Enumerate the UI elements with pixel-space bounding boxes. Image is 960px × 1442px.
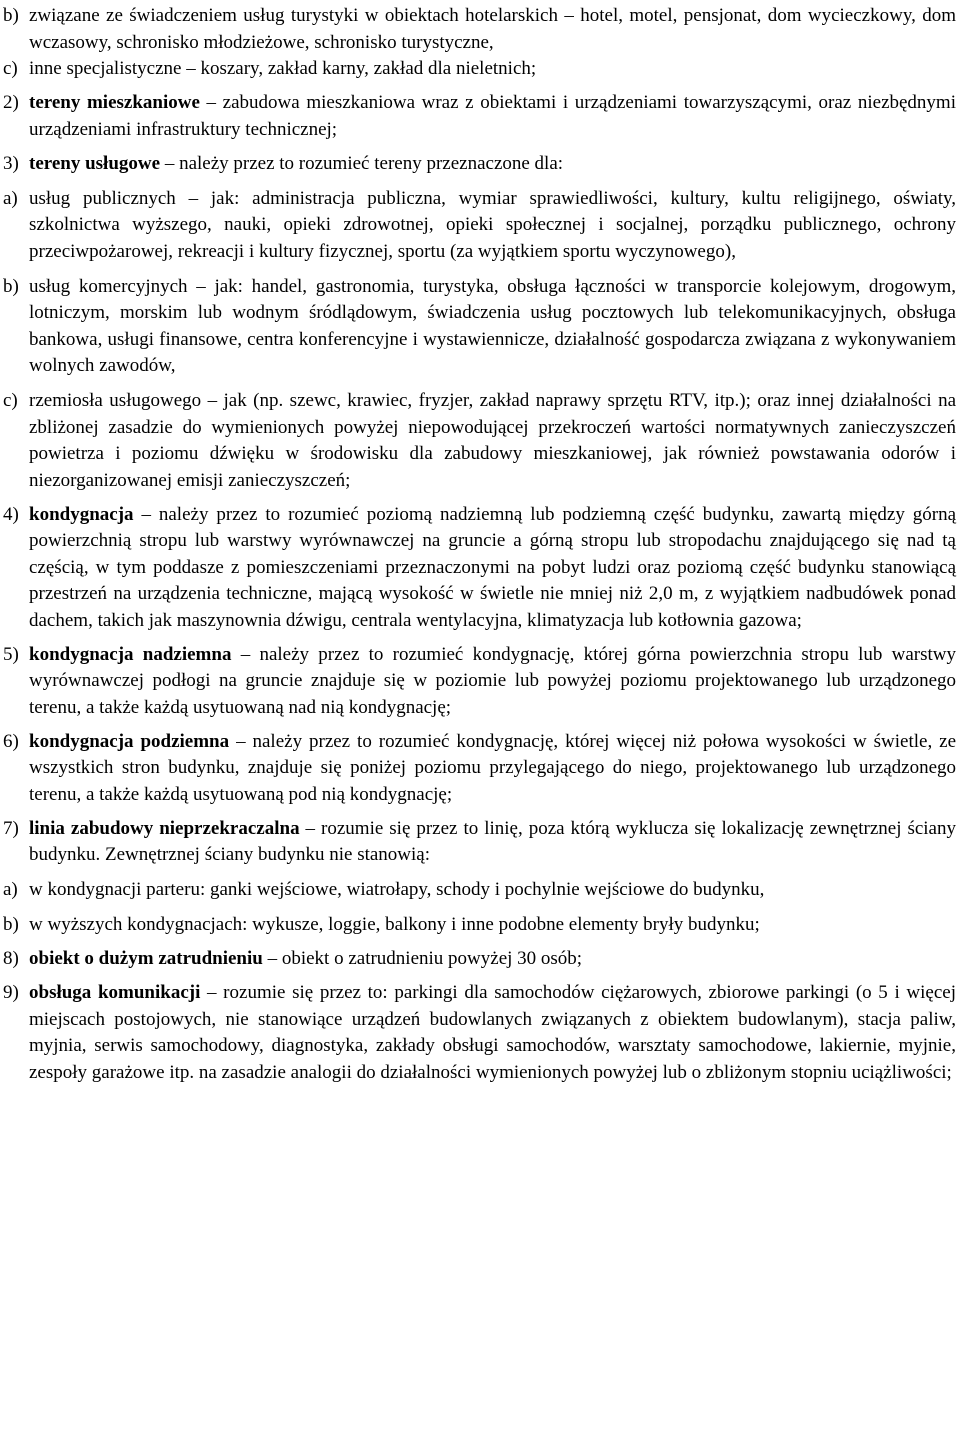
- item-text: – należy przez to rozumieć kondygnację, której więcej niż połowa wysokości w świetle, ze wszystkich stron budynku, znajduje się poniżej poziomu przylegającego do niego, projektowanego lub urządzonego terenu, a także każdą usytuowaną pod nią kondygnację;: [29, 730, 957, 805]
- item-text: – należy przez to rozumieć tereny przeznaczone dla:: [160, 152, 564, 174]
- item-text: – należy przez to rozumieć poziomą nadziemną lub podziemną część budynku, zawartą między górną powierzchnią stropu lub warstwy wyrównawczej na gruncie a górną stropu lub stropodachu znajdującego się nad tą częścią, w tym poddasze z pomieszczeniami przeznaczonymi na pobyt ludzi oraz poziomą część budynku stanowiącą przestrzeń na urządzenia techniczne, mającą wysokość w świetle nie mniej niż 2,0 m, z wyjątkiem nadbudówek ponad dachem, takich jak maszynownia dźwigu, centrala wentylacyjna, klimatyzacja lub kotłownia gazowa;: [29, 503, 956, 631]
- item-label: b): [3, 275, 19, 297]
- definition-8-large-employer: [3, 946, 956, 973]
- defined-term: tereny mieszkaniowe: [29, 92, 200, 113]
- list-item-c-craft-services: [3, 388, 956, 494]
- item-text: usług komercyjnych – jak: handel, gastronomia, turystyka, obsługa łączności w transporcie kolejowym, drogowym, lotniczym, morskim lub wodnym śródlądowym, świadczenia usług pocztowych lub telekomunikacyjnych, obsługa bankowa, usługi finansowe, centra konferencyjne i wystawiennicze, działalność gospodarcza związana z wykonywaniem wolnych zawodów,: [29, 275, 956, 376]
- item-text: – obiekt o zatrudnieniu powyżej 30 osób;: [262, 948, 583, 969]
- item-text: usług publicznych – jak: administracja publiczna, wymiar sprawiedliwości, kultury, kultu religijnego, oświaty, szkolnictwa wyższego, nauki, opieki zdrowotnej, opieki społecznej i socjalnej, porządku publicznego, ochrony przeciwpożarowej, rekreacji i kultury fizycznej, sportu (za wyjątkiem sportu wyczynowego),: [29, 187, 956, 262]
- defined-term: tereny usługowe: [29, 152, 161, 174]
- definition-6-underground-storey: [3, 729, 957, 809]
- definition-4-storey: [3, 502, 956, 635]
- item-text: w kondygnacji parteru: ganki wejściowe, wiatrołapy, schody i pochylnie wejściowe do budynku,: [29, 879, 765, 900]
- definition-5-above-ground-storey: [3, 642, 956, 722]
- defined-term: obiekt o dużym zatrudnieniu: [29, 948, 263, 969]
- defined-term: obsługa komunikacji: [29, 982, 201, 1003]
- item-label: 6): [3, 730, 19, 752]
- item-text: w wyższych kondygnacjach: wykusze, loggie, balkony i inne podobne elementy bryły budynku;: [29, 914, 760, 935]
- item-label: 7): [3, 817, 19, 839]
- item-text: związane ze świadczeniem usług turystyki w obiektach hotelarskich – hotel, motel, pensjonat, dom wycieczkowy, dom wczasowy, schronisko młodzieżowe, schronisko turystyczne,: [29, 5, 956, 53]
- item-label: b): [3, 914, 19, 935]
- item-label: b): [3, 5, 19, 26]
- defined-term: kondygnacja podziemna: [29, 730, 230, 752]
- item-text: rzemiosła usługowego – jak (np. szewc, krawiec, fryzjer, zakład naprawy sprzętu RTV, itp.); oraz innej działalności na zbliżonej zasadzie do wymienionych powyżej niepowodującej przekroczeń wartości normatywnych zanieczyszczeń powietrza i poziomu dźwięku w środowisku dla zabudowy mieszkaniowej, jak również powstawania odorów i niezorganizowanej emisji zanieczyszczeń;: [29, 390, 956, 491]
- item-label: 9): [3, 982, 19, 1003]
- item-label: 5): [3, 643, 19, 665]
- definition-2-residential-areas: [3, 90, 956, 143]
- list-item-c-specialist: [3, 56, 956, 83]
- list-item-b-commercial-services: [3, 274, 956, 380]
- item-label: c): [3, 58, 18, 79]
- list-item-b-upper-floors: [3, 912, 956, 939]
- item-label: a): [3, 879, 18, 900]
- list-item-b-hotel-services: [3, 3, 956, 56]
- list-item-a-public-services: [3, 186, 956, 266]
- item-label: 2): [3, 92, 19, 113]
- item-text: – zabudowa mieszkaniowa wraz z obiektami i urządzeniami towarzyszącymi, oraz niezbędnymi urządzeniami infrastruktury technicznej;: [29, 92, 956, 140]
- item-text: – rozumie się przez to linię, poza którą wyklucza się lokalizację zewnętrznej ściany budynku. Zewnętrznej ściany budynku nie stanowią:: [29, 817, 956, 865]
- item-text: – należy przez to rozumieć kondygnację, której górna powierzchnia stropu lub warstwy wyrównawczej podłogi na gruncie znajduje się w poziomie lub powyżej poziomu projektowanego lub urządzonego terenu, a także każdą usytuowaną nad nią kondygnację;: [29, 643, 956, 718]
- list-item-a-ground-floor: [3, 877, 956, 904]
- item-label: a): [3, 187, 18, 209]
- item-label: c): [3, 390, 18, 411]
- item-text: – rozumie się przez to: parkingi dla samochodów ciężarowych, zbiorowe parkingi (o 5 i więcej miejscach postojowych, nie stanowiące urządzeń budowlanych związanych z obiektem budowlanym), stacja paliw, myjnia, serwis samochodowy, diagnostyka, zakłady obsługi samochodów, warsztaty samochodowe, lakiernie, myjnie, zespoły garażowe itp. na zasadzie analogii do działalności wymienionych powyżej lub o zbliżonym stopniu uciążliwości;: [29, 982, 956, 1083]
- item-text: inne specjalistyczne – koszary, zakład karny, zakład dla nieletnich;: [29, 58, 537, 79]
- item-label: 8): [3, 948, 19, 969]
- definition-3-service-areas: [3, 151, 956, 178]
- defined-term: kondygnacja nadziemna: [29, 643, 232, 665]
- defined-term: kondygnacja: [29, 503, 134, 525]
- defined-term: linia zabudowy nieprzekraczalna: [29, 817, 300, 839]
- item-label: 3): [3, 152, 19, 174]
- definition-7-building-line: [3, 816, 956, 869]
- item-label: 4): [3, 503, 19, 525]
- definition-9-transport-service: [3, 980, 956, 1086]
